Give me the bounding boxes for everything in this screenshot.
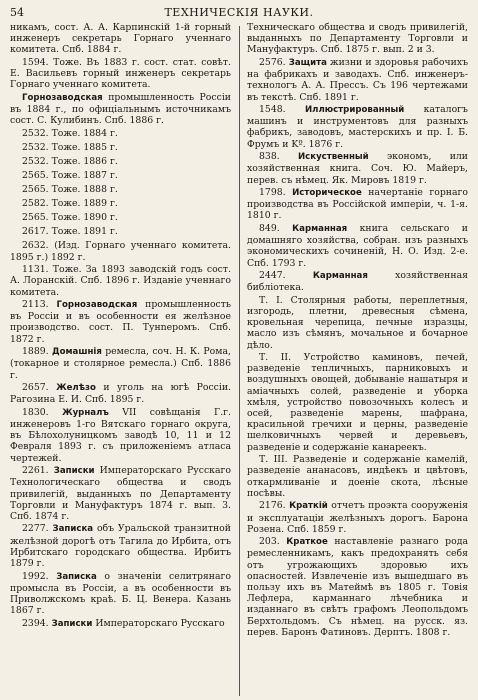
entry-text: никамъ, сост. А. А. Карпинскій 1-й горный инженеръ секретарь Горнаго ученнаго комитета. Спб. 1884 г.: [10, 22, 231, 56]
entry-text: наставленіе разнаго рода ремесленникамъ, какъ предохранять себя отъ угрожающихъ здоровью ихъ опасностей. Извлеченіе изъ вышедшаго въ пользу ихъ въ Матеймѣ въ 1805 г. Товія Лефлера, карманнаго лѣчебника и изданнаго въ свѣтъ графомъ Леопольдомъ Берхтольдомъ. Съ нѣмец. на русск. яз. перев. Баронъ Фатиновъ. Дерптъ. 1808 г.: [247, 536, 468, 638]
entry-text: объ Уральской транзитной желѣзной дорогѣ отъ Тагила до Ирбита, отъ Ирбитскаго городскаго общества. Ирбитъ 1879 г.: [10, 523, 231, 570]
entry-keyword: Горнозаводская: [56, 300, 138, 311]
entry-text: жизни и здоровья рабочихъ на фабрикахъ и заводахъ. Спб. инженеръ-технологъ А. А. Прессъ. Съ 196 чертежами въ текстѣ. Спб. 1891 г.: [247, 56, 468, 103]
entry-keyword: Записки: [53, 466, 95, 477]
entry-text: книга сельскаго и домашняго хозяйства, собран. изъ разныхъ экономическихъ сочиненій, Н. О. Изд. 2-е. Спб. 1793 г.: [247, 222, 468, 269]
entry-keyword: Искуственный: [297, 152, 369, 163]
entry-number: 1548.: [259, 104, 286, 116]
catalog-entry: [10, 156, 231, 167]
catalog-entry: [247, 270, 468, 293]
entry-text: и уголь на югѣ Россіи. Рагозина Е. И. Спб. 1895 г.: [10, 382, 231, 406]
entry-keyword: Горнозаводская: [22, 92, 103, 103]
entry-text: хозяйственная библіотека.: [247, 270, 468, 294]
catalog-entry: [247, 57, 468, 103]
entry-text: Тоже. 1889 г.: [51, 198, 118, 210]
entry-text: начертаніе горнаго производства въ Россійской имперіи, ч. 1-я. 1810 г.: [247, 187, 468, 222]
entry-keyword: Иллюстрированный: [304, 105, 405, 116]
catalog-entry: [10, 264, 231, 298]
entry-text: Тоже. За 1893 заводскій годъ сост. А. Лоранскій. Спб. 1896 г. Изданіе ученнаго комитета.: [10, 264, 231, 298]
entry-text: Императорскаго Русскаго: [95, 617, 225, 629]
entry-text: Т. ІІІ. Разведеніе и содержаніе камелій, разведеніе ананасовъ, индѣекъ и цвѣтовъ, откармливаніе и доеніе скота, лѣсные посѣвы.: [247, 454, 468, 499]
entry-keyword: Краткій: [289, 501, 328, 512]
entry-text: ремесла, соч. Н. К. Рома, (токарное и столярное ремесла.) Спб. 1886 г.: [10, 346, 231, 381]
entry-keyword: Журналъ: [62, 407, 109, 418]
entry-number: 2617.: [22, 226, 49, 238]
entry-text: промышленность Россіи въ 1884 г., по офиціальнымъ источникамъ сост. С. Кулибинъ. Спб. 1886 г.: [10, 91, 231, 127]
entry-number: 203.: [259, 536, 280, 548]
catalog-entry: [10, 299, 231, 345]
catalog-entry: [247, 223, 468, 269]
entry-number: 2565.: [22, 212, 49, 224]
catalog-entry: [10, 57, 231, 91]
entry-text: Тоже. 1886 г.: [51, 155, 118, 167]
catalog-entry: [10, 22, 231, 56]
entry-number: 849.: [259, 222, 280, 234]
entry-number: 2657.: [22, 382, 49, 394]
catalog-entry: [10, 523, 231, 569]
catalog-entry: [10, 240, 231, 262]
catalog-entry: [10, 128, 231, 139]
catalog-entry: [10, 382, 231, 405]
entry-keyword: Карманная: [292, 223, 348, 234]
entry-text: каталогъ машинъ и инструментовъ для разныхъ фабрикъ, заводовъ, мастерскихъ и пр. І. Б. Фрумъ и Kº. 1876 г.: [247, 104, 468, 150]
catalog-entry: [10, 92, 231, 127]
entry-text: экономъ, или хозяйственная книга. Соч. Ю. Майеръ, перев. съ нѣмец. Як. Мировъ 1819 г.: [247, 151, 468, 186]
entry-text: VII совѣщанія Г.г. инженеровъ 1-го Вятскаго горнаго округа, въ Бѣлохолуницкомъ заводѣ 10, 11 и 12 Февраля 1893 г. съ приложеніемъ атласа чертежей.: [10, 406, 231, 464]
catalog-entry: [10, 618, 231, 630]
entry-number: 2576.: [259, 56, 286, 68]
entry-text: Тоже. 1890 г.: [51, 212, 118, 224]
entry-number: 1889.: [22, 346, 49, 358]
entry-number: 2532.: [22, 155, 49, 167]
catalog-entry: [247, 22, 468, 56]
catalog-entry: [10, 142, 231, 153]
entry-number: 2632.: [22, 240, 49, 252]
entry-text: Императорскаго Русскаго Технологическаго общества и сводъ привилегій, выданныхъ по Департаменту Торговли и Мануфактуръ 1874 г. вып. 3. Спб. 1874 г.: [10, 465, 231, 522]
catalog-entry: [10, 184, 231, 195]
catalog-entry: [10, 212, 231, 223]
right-column: [247, 22, 468, 698]
entry-number: 2394.: [22, 617, 49, 629]
entry-text: Тоже. 1891 г.: [51, 226, 118, 238]
entry-number: 2565.: [22, 184, 49, 196]
entry-text: Тоже. 1887 г.: [51, 170, 118, 181]
entry-keyword: Карманная: [312, 271, 368, 282]
entry-keyword: Историческое: [292, 188, 362, 199]
entry-text: промышленность въ Россіи и въ особенности ея желѣзное производство. сост. П. Тунneрoмъ. Спб. 1872 г.: [10, 299, 231, 345]
entry-keyword: Защита: [288, 57, 327, 68]
catalog-entry: [247, 151, 468, 186]
catalog-entry: [10, 346, 231, 381]
entry-keyword: Записка: [56, 571, 97, 582]
entry-number: 2532.: [22, 141, 49, 153]
entry-text: Тоже. 1885 г.: [51, 141, 118, 153]
entry-keyword: Домашнія: [51, 347, 102, 358]
catalog-entry: [10, 465, 231, 522]
column-divider: [239, 26, 240, 696]
entry-number: 2582.: [22, 198, 49, 210]
running-title: ТЕХНИЧЕСКІЯ НАУКИ.: [164, 6, 314, 19]
catalog-entry: [10, 170, 231, 181]
catalog-entry: [247, 500, 468, 535]
entry-text: Т. І. Столярныя работы, переплетныя, изгородь, плетни, древесныя сѣмена, кровельная черепица, печные изразцы, масло изъ сѣмянъ, мочальное и бочарное дѣло.: [247, 294, 468, 351]
entry-number: 2447.: [259, 270, 286, 282]
left-column: [10, 22, 231, 698]
catalog-entry: [247, 454, 468, 499]
entry-text: Тоже. 1888 г.: [51, 184, 118, 196]
entry-text: Техническаго общества и сводъ привилегій, выданныхъ по Департаменту Торговли и Мануфактуръ. Спб. 1875 г. вып. 2 и 3.: [247, 22, 468, 56]
catalog-entry: [247, 104, 468, 150]
entry-text: Т. ІІ. Устройство каминовъ, печей, разведеніе тепличныхъ, парниковыхъ и воздушныхъ овощей, добываніе нашатыря и амiачныхъ солей, разведеніе и уборка хмѣля, устройство повозочныхъ колесъ и осей, разведеніе марены, шафрана, красильной гречихи и церны, разведеніе шелковичныхъ червей и деревьевъ, разведеніе и содержаніе канареекъ.: [247, 352, 468, 453]
catalog-entry: [247, 536, 468, 638]
entry-text: Тоже. 1884 г.: [51, 127, 118, 139]
catalog-entry: [10, 571, 231, 617]
entry-number: 2176.: [259, 500, 286, 512]
entry-number: 1798.: [259, 187, 286, 199]
page-number: 54: [10, 6, 24, 19]
entry-text: (Изд. Горнаго ученнаго комитета. 1895 г.) 1892 г.: [10, 240, 231, 263]
entry-number: 1594.: [22, 56, 49, 68]
catalog-entry: [10, 407, 231, 464]
entry-number: 2532.: [22, 127, 49, 139]
entry-keyword: Записки: [51, 618, 93, 629]
entry-number: 1830.: [22, 406, 49, 418]
entry-text: Тоже. Въ 1883 г. сост. стат. совѣт. Е. Васильевъ горный инженеръ секретарь Горнаго ученнаго комитета.: [10, 56, 231, 91]
entry-number: 2261.: [22, 465, 49, 477]
entry-keyword: Желѣзо: [56, 383, 96, 394]
entry-number: 2277.: [22, 523, 49, 535]
catalog-entry: [10, 198, 231, 209]
entry-number: 2113.: [22, 299, 49, 311]
catalog-entry: [10, 226, 231, 237]
entry-number: 838.: [259, 151, 280, 163]
entry-number: 1131.: [22, 264, 49, 276]
entry-text: отчетъ проэкта сооруженія и эксплуатаціи желѣзныхъ дорогъ. Барона Розена. Спб. 1859 г.: [247, 500, 468, 535]
entry-number: 1992.: [22, 570, 49, 582]
entry-keyword: Записка: [52, 524, 94, 535]
catalog-entry: [247, 295, 468, 351]
entry-keyword: Краткое: [286, 537, 328, 548]
entry-number: 2565.: [22, 170, 49, 181]
catalog-entry: [247, 187, 468, 222]
entry-text: о значеніи селитрянаго промысла въ Россіи, а въ особенности въ Приволжскомъ краѣ. Б. Ц. Венера. Казань 1867 г.: [10, 570, 231, 617]
page-header: [10, 6, 468, 22]
catalog-entry: [247, 352, 468, 453]
